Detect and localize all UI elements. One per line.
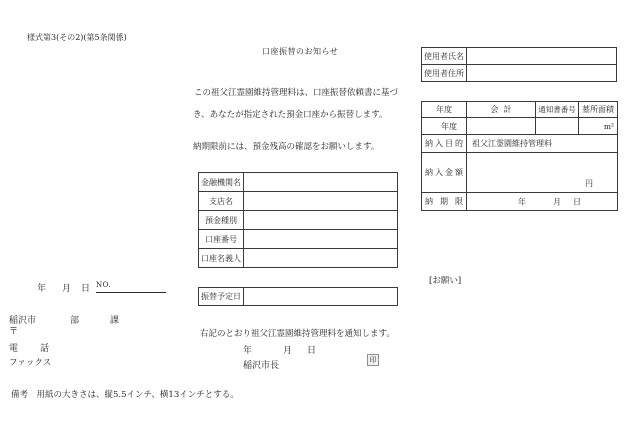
user-info-table xyxy=(421,47,617,82)
notice-number-value xyxy=(536,118,579,135)
number-blank: NO. xyxy=(96,281,166,293)
bank-row-label: 金融機関名 xyxy=(199,173,244,192)
bank-row-label: 預金種別 xyxy=(199,211,244,230)
bank-row-value xyxy=(244,211,398,230)
amount-unit: 円 xyxy=(467,153,618,193)
deadline-date-cell xyxy=(467,193,618,211)
fiscal-year-value: 年度 xyxy=(422,118,467,135)
table-row xyxy=(422,48,617,65)
transfer-date-table xyxy=(198,287,398,306)
grave-area-header: 墓所面積 xyxy=(579,102,618,118)
intro-line-2: き、あなたが指定された預金口座から振替します。 xyxy=(193,110,388,120)
bank-row-value xyxy=(244,230,398,249)
user-row-value xyxy=(467,48,617,65)
intro-line-1: この祖父江霊園維持管理料は、口座振替依頼書に基づ xyxy=(194,88,399,98)
department-label: 部 xyxy=(70,316,80,326)
month-label: 月 xyxy=(283,346,293,356)
mayor-signature: 稲沢市長 xyxy=(243,361,280,371)
table-row xyxy=(199,173,398,192)
fax-label: ファックス xyxy=(9,358,52,368)
fee-amount-row xyxy=(422,153,618,193)
fee-header-row xyxy=(422,102,618,118)
bank-row-label: 口座番号 xyxy=(199,230,244,249)
notice-number-header: 通知書番号 xyxy=(536,102,579,118)
bank-account-table xyxy=(198,172,398,268)
day-label: 日 xyxy=(307,346,317,356)
account-value xyxy=(467,118,536,135)
fee-deadline-row xyxy=(422,193,618,211)
month-label: 月 xyxy=(553,197,561,206)
transfer-date-value xyxy=(244,288,398,306)
reminder-line: 納期限前には、預金残高の確認をお願いします。 xyxy=(193,142,380,152)
seal-placeholder: 印 xyxy=(367,354,379,366)
fee-purpose-row xyxy=(422,135,618,153)
postal-mark: 〒 xyxy=(9,327,19,337)
form-number: 様式第3(その2)(第5条関係) xyxy=(27,33,127,42)
amount-label: 納入金額 xyxy=(422,153,467,193)
city-name: 稲沢市 xyxy=(9,316,37,326)
bank-row-label: 支店名 xyxy=(199,192,244,211)
user-row-value xyxy=(467,65,617,82)
table-row xyxy=(199,192,398,211)
purpose-value: 祖父江霊園維持管理料 xyxy=(467,135,618,153)
fee-notice-table xyxy=(421,101,618,211)
account-header: 会計 xyxy=(467,102,536,118)
day-label: 日 xyxy=(573,197,581,206)
day-label: 日 xyxy=(81,284,91,294)
year-label: 年 xyxy=(37,284,47,294)
deadline-label: 納期限 xyxy=(422,193,467,211)
document-title: 口座振替のお知らせ xyxy=(262,47,339,56)
table-row xyxy=(199,249,398,268)
user-row-label: 使用者住所 xyxy=(422,65,467,82)
bank-row-label: 口座名義人 xyxy=(199,249,244,268)
bank-row-value xyxy=(244,192,398,211)
month-label: 月 xyxy=(62,284,72,294)
area-unit: m² xyxy=(579,118,618,135)
user-row-label: 使用者氏名 xyxy=(422,48,467,65)
table-row xyxy=(199,230,398,249)
table-row xyxy=(422,65,617,82)
purpose-label: 納入目的 xyxy=(422,135,467,153)
request-note: [お願い] xyxy=(429,276,462,286)
bank-row-value xyxy=(244,249,398,268)
year-label: 年 xyxy=(243,346,253,356)
section-label: 課 xyxy=(110,316,120,326)
phone-label: 電話 xyxy=(9,344,49,354)
year-label: 年 xyxy=(518,197,526,206)
transfer-date-label: 振替予定日 xyxy=(199,288,244,306)
table-row xyxy=(199,211,398,230)
bank-row-value xyxy=(244,173,398,192)
table-row xyxy=(199,288,398,306)
fee-year-row xyxy=(422,118,618,135)
paper-size-remark: 備考 用紙の大きさは、縦5.5インチ、横13インチとする。 xyxy=(11,390,239,400)
notification-statement: 右記のとおり祖父江霊園維持管理料を通知します。 xyxy=(200,329,395,339)
fiscal-year-header: 年度 xyxy=(422,102,467,118)
